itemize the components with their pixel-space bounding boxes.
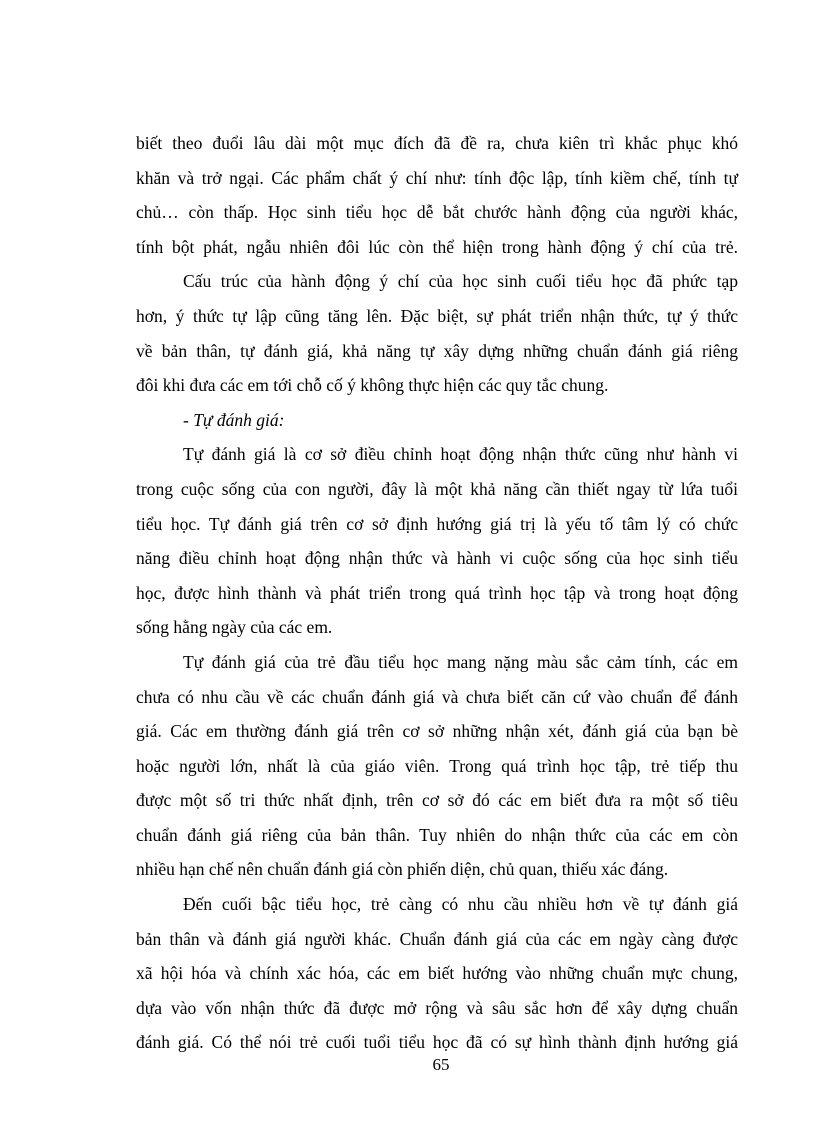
- paragraph: [136, 437, 738, 645]
- paragraph: [136, 126, 738, 264]
- paragraph: [136, 645, 738, 887]
- page-number: 65: [432, 1055, 450, 1074]
- section-subheading: [136, 403, 738, 438]
- text-line: được một số tri thức nhất định, trên cơ sở đó các em biết đưa ra một số tiêu: [136, 790, 738, 811]
- text-line: về bản thân, tự đánh giá, khả năng tự xây dựng những chuẩn đánh giá riêng: [136, 340, 738, 361]
- text-line: giá. Các em thường đánh giá trên cơ sở những nhận xét, đánh giá của bạn bè: [136, 721, 738, 742]
- text-line: chủ… còn thấp. Học sinh tiểu học dễ bắt chước hành động của người khác,: [136, 202, 738, 223]
- paragraph: [136, 887, 738, 1060]
- subheading-text: - Tự đánh giá:: [183, 409, 285, 430]
- text-line: hoặc người lớn, nhất là của giáo viên. Trong quá trình học tập, trẻ tiếp thu: [136, 755, 738, 776]
- text-line: năng điều chỉnh hoạt động nhận thức và hành vi cuộc sống của học sinh tiểu: [136, 548, 738, 569]
- text-line: nhiều hạn chế nên chuẩn đánh giá còn phiến diện, chủ quan, thiếu xác đáng.: [136, 859, 669, 880]
- text-line: bản thân và đánh giá người khác. Chuẩn đánh giá của các em ngày càng được: [136, 928, 738, 949]
- text-line: sống hằng ngày của các em.: [136, 617, 333, 638]
- text-line: chưa có nhu cầu về các chuẩn đánh giá và chưa biết căn cứ vào chuẩn để đánh: [136, 686, 738, 707]
- paragraph: [136, 264, 738, 402]
- text-line: chuẩn đánh giá riêng của bản thân. Tuy nhiên do nhận thức của các em còn: [136, 824, 738, 845]
- text-line: Tự đánh giá là cơ sở điều chỉnh hoạt động nhận thức cũng như hành vi: [183, 444, 738, 465]
- text-line: hơn, ý thức tự lập cũng tăng lên. Đặc biệt, sự phát triển nhận thức, tự ý thức: [136, 305, 738, 326]
- text-line: biết theo đuổi lâu dài một mục đích đã đề ra, chưa kiên trì khắc phục khó: [136, 133, 738, 153]
- text-line: tính bột phát, ngẫu nhiên đôi lúc còn thể hiện trong hành động ý chí của trẻ.: [136, 236, 738, 257]
- text-line: học, được hình thành và phát triển trong quá trình học tập và trong hoạt động: [136, 582, 738, 603]
- text-line: Đến cuối bậc tiểu học, trẻ càng có nhu cầu nhiều hơn về tự đánh giá: [183, 894, 738, 915]
- text-line: khăn và trở ngại. Các phẩm chất ý chí như: tính độc lập, tính kiềm chế, tính tự: [136, 167, 738, 188]
- text-line: đôi khi đưa các em tới chỗ cố ý không thực hiện các quy tắc chung.: [136, 375, 609, 396]
- text-line: Tự đánh giá của trẻ đầu tiểu học mang nặng màu sắc cảm tính, các em: [183, 651, 738, 672]
- text-line: Cấu trúc của hành động ý chí của học sinh cuối tiểu học đã phức tạp: [183, 271, 738, 292]
- document-body: [136, 126, 738, 1060]
- text-line: đánh giá. Có thể nói trẻ cuối tuổi tiểu học đã có sự hình thành định hướng giá: [136, 1032, 738, 1053]
- text-line: dựa vào vốn nhận thức đã được mở rộng và sâu sắc hơn để xây dựng chuẩn: [136, 997, 738, 1018]
- text-line: xã hội hóa và chính xác hóa, các em biết hướng vào những chuẩn mực chung,: [136, 963, 738, 984]
- text-line: tiểu học. Tự đánh giá trên cơ sở định hướng giá trị là yếu tố tâm lý có chức: [136, 513, 738, 534]
- text-line: trong cuộc sống của con người, đây là một khả năng cần thiết ngay từ lứa tuổi: [136, 478, 738, 499]
